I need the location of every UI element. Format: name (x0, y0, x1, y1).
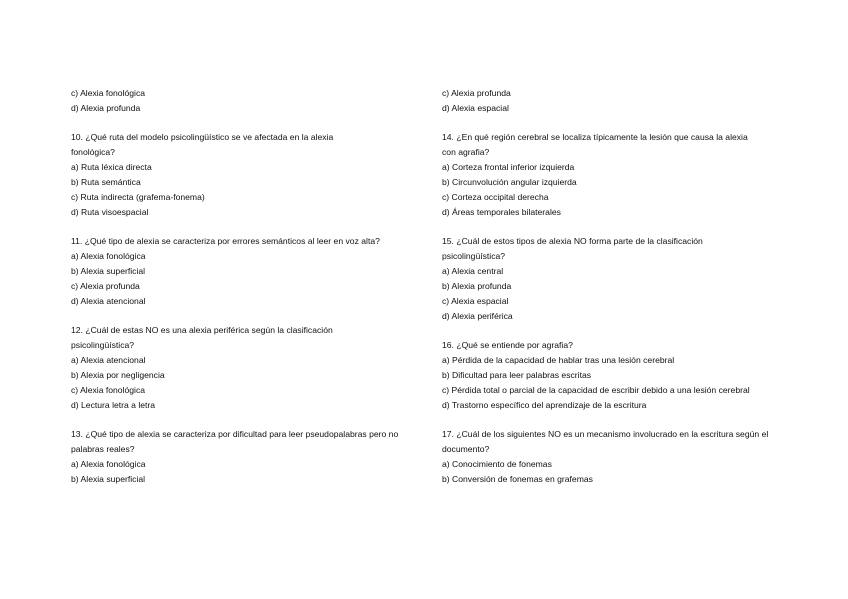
question-17 (442, 427, 792, 487)
question-text: 17. ¿Cuál de los siguientes NO es un mecanismo involucrado en la escritura según el documento? (442, 429, 769, 454)
option: d) Alexia profunda (71, 103, 141, 113)
option: d) Alexia periférica (442, 311, 513, 321)
option: d) Alexia espacial (442, 103, 509, 113)
left-top-options (71, 86, 421, 116)
option: b) Circunvolución angular izquierda (442, 177, 577, 187)
question-text: 15. ¿Cuál de estos tipos de alexia NO forma parte de la clasificación psicolingüística? (442, 236, 703, 261)
option: c) Ruta indirecta (grafema-fonema) (71, 192, 205, 202)
question-text: 12. ¿Cuál de estas NO es una alexia periférica según la clasificación psicolingüística? (71, 325, 333, 350)
option: d) Áreas temporales bilaterales (442, 207, 561, 217)
option: b) Dificultad para leer palabras escritas (442, 370, 592, 380)
option: b) Conversión de fonemas en grafemas (442, 474, 593, 484)
question-13 (71, 427, 421, 487)
right-column (442, 86, 792, 501)
question-12 (71, 323, 421, 413)
question-text: 10. ¿Qué ruta del modelo psicolingüístico se ve afectada en la alexia fonológica? (71, 132, 334, 157)
right-top-options (442, 86, 792, 116)
option: c) Pérdida total o parcial de la capacidad de escribir debido a una lesión cerebral (442, 385, 750, 395)
question-11 (71, 234, 421, 309)
option: b) Ruta semántica (71, 177, 141, 187)
question-15 (442, 234, 792, 324)
question-16 (442, 338, 792, 413)
option: d) Alexia atencional (71, 296, 146, 306)
option: c) Corteza occipital derecha (442, 192, 549, 202)
option: a) Ruta léxica directa (71, 162, 152, 172)
question-text: 14. ¿En qué región cerebral se localiza típicamente la lesión que causa la alexia con agrafia? (442, 132, 748, 157)
option: d) Ruta visoespacial (71, 207, 149, 217)
question-text: 11. ¿Qué tipo de alexia se caracteriza por errores semánticos al leer en voz alta? (71, 236, 380, 246)
question-14 (442, 130, 792, 220)
left-column (71, 86, 421, 501)
question-text: 16. ¿Qué se entiende por agrafia? (442, 340, 573, 350)
option: b) Alexia profunda (442, 281, 512, 291)
option: a) Alexia fonológica (71, 459, 146, 469)
option: b) Alexia superficial (71, 266, 146, 276)
question-text: 13. ¿Qué tipo de alexia se caracteriza por dificultad para leer pseudopalabras pero no palabras reales? (71, 429, 399, 454)
option: a) Alexia atencional (71, 355, 146, 365)
option: a) Alexia central (442, 266, 504, 276)
option: a) Alexia fonológica (71, 251, 146, 261)
option: c) Alexia fonológica (71, 385, 146, 395)
option: b) Alexia superficial (71, 474, 146, 484)
option: c) Alexia profunda (442, 88, 511, 98)
option: c) Alexia espacial (442, 296, 509, 306)
option: d) Trastorno específico del aprendizaje de la escritura (442, 400, 647, 410)
option: d) Lectura letra a letra (71, 400, 156, 410)
option: c) Alexia profunda (71, 281, 140, 291)
question-10 (71, 130, 421, 220)
option: c) Alexia fonológica (71, 88, 146, 98)
option: a) Corteza frontal inferior izquierda (442, 162, 575, 172)
option: a) Conocimiento de fonemas (442, 459, 552, 469)
option: b) Alexia por negligencia (71, 370, 165, 380)
option: a) Pérdida de la capacidad de hablar tras una lesión cerebral (442, 355, 675, 365)
